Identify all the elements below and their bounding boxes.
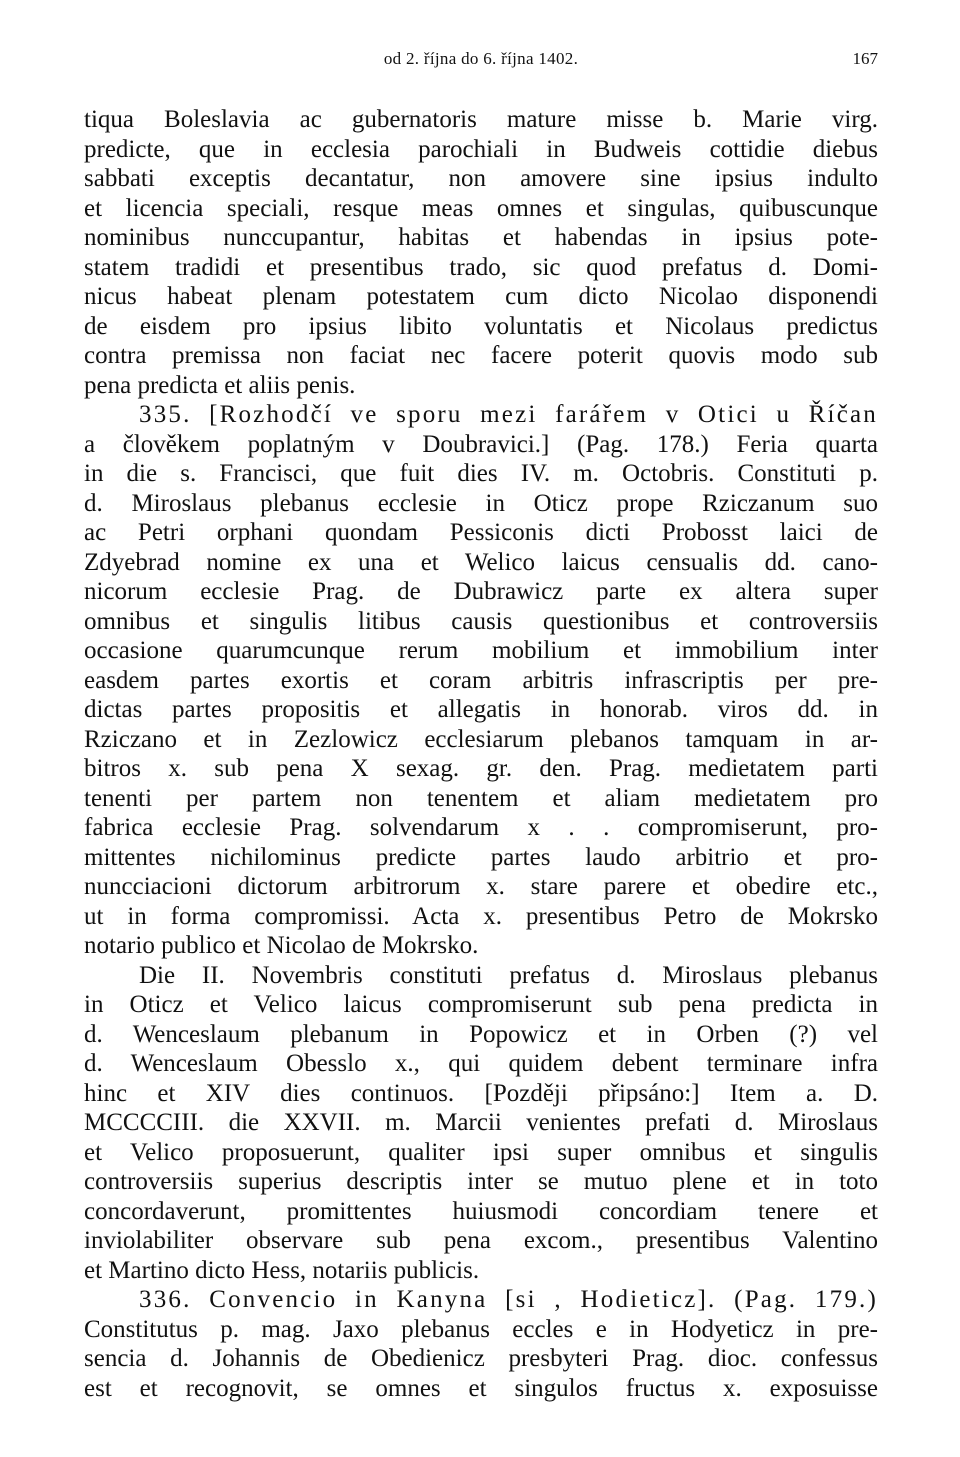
text-line: nuncciacioni dictorum arbitrorum x. stare parere et obedire etc., (84, 873, 878, 900)
text-line: inviolabiliter observare sub pena excom., presentibus Valentino (84, 1227, 878, 1254)
text-line: pena predicta et aliis penis. (84, 371, 356, 399)
paragraph-start: Die II. Novembris constituti prefatus d. Miroslaus plebanus (139, 961, 878, 989)
text-line: statem tradidi et presentibus trado, sic quod prefatus d. Domi- (84, 253, 878, 281)
text-line: nicus habeat plenam potestatem cum dicto Nicolao disponendi (84, 283, 878, 310)
text-line: ut in forma compromissi. Acta x. presentibus Petro de Mokrsko (84, 902, 878, 930)
text-line: ac Petri orphani quondam Pessiconis dicti Probosst laici de (84, 519, 878, 546)
text-line: notario publico et Nicolao de Mokrsko. (84, 932, 479, 959)
text-line: Rziczano et in Zezlowicz ecclesiarum plebanos tamquam in ar- (84, 725, 878, 753)
text-line: in die s. Francisci, que fuit dies IV. m. Octobris. Constituti p. (84, 460, 878, 487)
text-line: in Oticz et Velico laicus compromiserunt sub pena predicta in (84, 991, 878, 1018)
text-line: sabbati exceptis decantatur, non amovere sine ipsius indulto (84, 165, 878, 192)
text-line: d. Wenceslaum Obesslo x., qui quidem debent terminare infra (84, 1050, 878, 1077)
text-line: contra premissa non faciat nec facere poterit quovis modo sub (84, 342, 878, 369)
text-line: Constitutus p. mag. Jaxo plebanus eccles e in Hodyeticz in pre- (84, 1315, 878, 1343)
text-line: d. Miroslaus plebanus ecclesie in Oticz prope Rziczanum suo (84, 489, 878, 517)
text-line: easdem partes exortis et coram arbitris infrascriptis per pre- (84, 666, 878, 694)
text-line: et licencia speciali, resque meas omnes et singulas, quibuscunque (84, 194, 878, 222)
text-line: controversiis superius descriptis inter se mutuo plene et in toto (84, 1168, 878, 1195)
entry-335-heading: 335. [Rozhodčí ve sporu mezi farářem v Otici u Říčan (139, 401, 878, 428)
text-line: tiqua Boleslavia ac gubernatoris mature misse b. Marie virg. (84, 106, 878, 133)
text-line: de eisdem pro ipsius libito voluntatis et Nicolaus predictus (84, 312, 878, 340)
text-line: Zdyebrad nomine ex una et Welico laicus censualis dd. cano- (84, 548, 878, 576)
text-line: a člověkem poplatným v Doubravici.] (Pag. 178.) Feria quarta (84, 430, 878, 458)
text-line: et Martino dicto Hess, notariis publicis. (84, 1256, 480, 1284)
text-line: concordaverunt, promittentes huiusmodi concordiam tenere et (84, 1197, 878, 1225)
page-number: 167 (852, 49, 878, 68)
body-text (84, 105, 878, 1403)
text-line: MCCCCIII. die XXVII. m. Marcii venientes prefati d. Miroslaus (84, 1109, 878, 1136)
text-line: sencia d. Johannis de Obedienicz presbyteri Prag. dioc. confessus (84, 1345, 878, 1372)
text-line: dictas partes propositis et allegatis in honorab. viros dd. in (84, 696, 878, 723)
entry-336-heading: 336. Convencio in Kanyna [si , Hodieticz]. (Pag. 179.) (139, 1286, 878, 1313)
text-line: hinc et XIV dies continuos. [Později připsáno:] Item a. D. (84, 1079, 878, 1107)
text-line: est et recognovit, se omnes et singulos fructus x. exposuisse (84, 1374, 878, 1402)
text-line: et Velico proposuerunt, qualiter ipsi super omnibus et singulis (84, 1138, 878, 1166)
running-header (84, 46, 878, 72)
running-title: od 2. října do 6. října 1402. (383, 49, 579, 68)
text-line: bitros x. sub pena X sexag. gr. den. Prag. medietatem parti (84, 755, 878, 782)
text-line: mittentes nichilominus predicte partes laudo arbitrio et pro- (84, 843, 878, 871)
text-line: occasione quarumcunque rerum mobilium et immobilium inter (84, 637, 878, 664)
text-line: d. Wenceslaum plebanum in Popowicz et in Orben (?) vel (84, 1020, 878, 1048)
text-line: nicorum ecclesie Prag. de Dubrawicz parte ex altera super (84, 578, 878, 605)
text-line: omnibus et singulis litibus causis questionibus et controversiis (84, 607, 878, 635)
text-line: nominibus nunccupantur, habitas et habendas in ipsius pote- (84, 224, 878, 251)
text-line: fabrica ecclesie Prag. solvendarum x . . compromiserunt, pro- (84, 814, 878, 841)
text-line: predicte, que in ecclesia parochiali in Budweis cottidie diebus (84, 135, 878, 163)
text-line: tenenti per partem non tenentem et aliam medietatem pro (84, 784, 878, 812)
